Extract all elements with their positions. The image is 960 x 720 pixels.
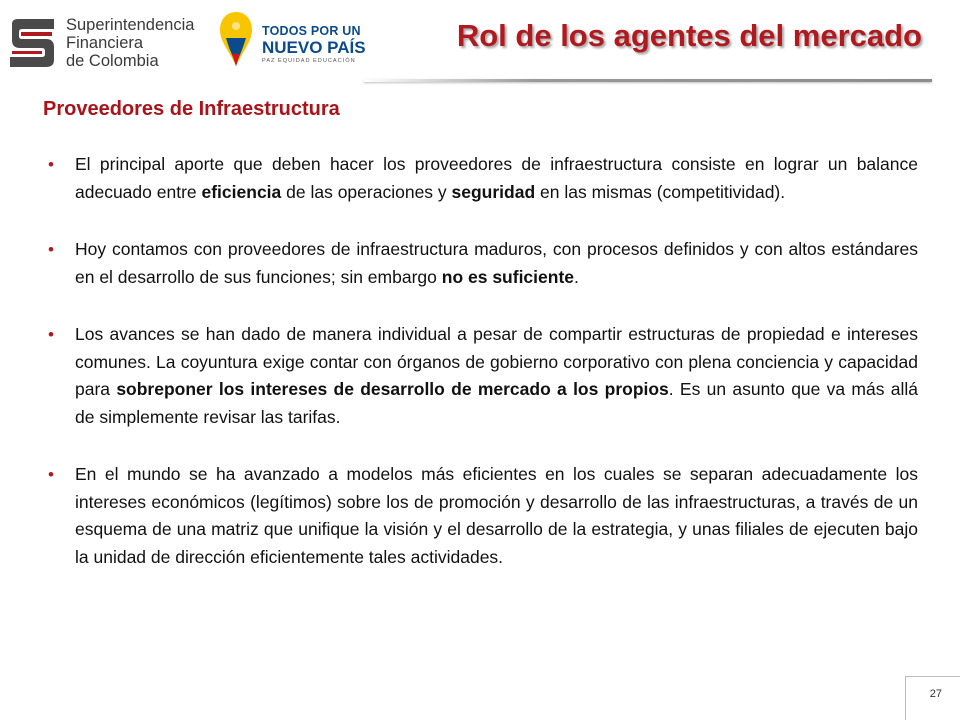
bullet-emphasis: eficiencia (201, 181, 282, 202)
bullet-emphasis: seguridad (451, 181, 536, 202)
bullet-icon: • (48, 325, 54, 344)
government-line1: TODOS POR UN (262, 24, 361, 38)
page-number-frame-left (905, 676, 906, 720)
bullet-text: en las mismas (competitividad). (535, 181, 786, 202)
superintendencia-line2: Financiera (66, 34, 144, 52)
slide-title: Rol de los agentes del mercado (456, 18, 922, 53)
bullet-item (48, 321, 918, 431)
section-heading: Proveedores de Infraestructura (43, 98, 340, 120)
bullet-item (48, 461, 918, 571)
bullet-text: Hoy contamos con proveedores de infraestructura maduros, con procesos definidos y con altos estándares en el desarrollo de sus funciones; sin embargo (75, 239, 918, 287)
superintendencia-logo (6, 12, 195, 72)
bullet-icon: • (48, 240, 54, 259)
bullet-text: de las operaciones y (281, 181, 452, 202)
superintendencia-line1: Superintendencia (66, 16, 195, 34)
bullet-item (48, 236, 918, 291)
government-line3: PAZ EQUIDAD EDUCACIÓN (262, 58, 356, 64)
todos-por-un-nuevo-pais-logo (212, 8, 366, 78)
superintendencia-wordmark (66, 16, 194, 70)
government-wordmark (262, 24, 366, 65)
government-line2: NUEVO PAÍS (262, 38, 366, 57)
bullet-list (48, 151, 918, 571)
bullet-item (48, 151, 918, 206)
bullet-text: Los avances se han dado de manera individual a pesar de compartir estructuras de propiedad e intereses comunes. La coyuntura exige contar con órganos de gobierno corporativo con plena conciencia y capacidad para (75, 324, 918, 399)
bullet-emphasis: no es suficiente (441, 266, 575, 287)
page-number: 27 (929, 688, 942, 700)
bullet-text: . (574, 266, 579, 287)
bullet-emphasis: sobreponer los intereses de desarrollo de mercado a los propios (116, 379, 669, 399)
superintendencia-emblem-icon (6, 16, 58, 70)
bullet-text: En el mundo se ha avanzado a modelos más eficientes en los cuales se separan adecuadamente los intereses económicos (legítimos) sobre los de promoción y desarrollo de las infraestructuras, a través de un esquema de una matriz que unifique la visión y el desarrollo de la estrategia, y unas filiales de ejecuten bajo la unidad de dirección eficientemente tales actividades. (75, 464, 918, 567)
bullet-icon: • (48, 155, 54, 174)
bullet-text: El principal aporte que deben hacer los proveedores de infraestructura consiste en lograr un balance adecuado entre (75, 154, 918, 202)
bullet-icon: • (48, 465, 54, 484)
page-number-frame-top (905, 676, 960, 677)
bullet-text: . Es un asunto que va más allá de simplemente revisar las tarifas. (75, 379, 919, 427)
superintendencia-line3: de Colombia (66, 52, 159, 70)
government-emblem-icon (212, 8, 260, 70)
title-divider (364, 79, 932, 82)
